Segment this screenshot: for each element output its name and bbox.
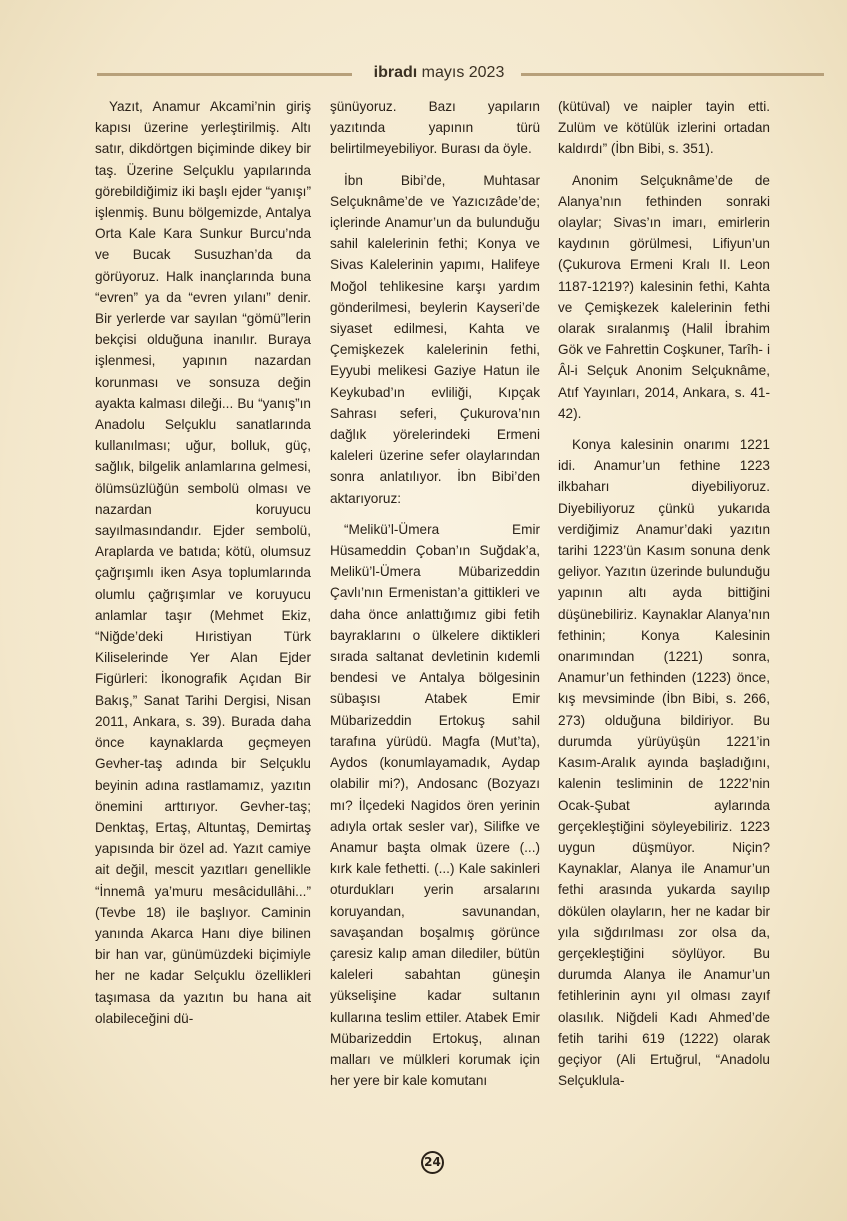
paragraph: şünüyoruz. Bazı yapıların yazıtında yapının türü belirtilmeyebiliyor. Burası da öyle. xyxy=(330,99,540,157)
header-rule-left xyxy=(97,73,352,76)
running-header xyxy=(97,62,824,86)
paragraph: (kütüval) ve naipler tayin etti. Zulüm ve kötülük izlerini ortadan kaldırdı” (İbn Bibi, s. 351). xyxy=(558,99,770,157)
issue-date: mayıs 2023 xyxy=(421,64,505,81)
quote-paragraph: “Melikü’l-Ümera Emir Hüsameddin Çoban’ın Suğdak’a, Melikü’l-Ümera Mübarizeddin Çavlı’nın Ermenistan’a gittikleri ve daha önce anlattığımız gibi fetih bayraklarını o ülkelere diktikleri sırada saltanat devletinin kıdemli bendesi ve Antalya bölgesinin sübaşısı Atabek Emir Mübarizeddin Ertokuş sahil tarafına yürüdü. Magfa (Mut’ta), Aydos (konumlayamadık, Aydap olabilir mi?), Andosanc (Bozyazı mı? İlçedeki Nagidos ören yerinin adıyla ortak sesler var), Silifke ve Anamur başta olmak üzere (...) kırk kale fethetti. (...) Kale sakinleri oturdukları yerin arsalarını koruyandan, savunandan, savaşandan boşalmış görünce çaresiz kalıp aman dilediler, bütün kaleleri sabahtan güneşin yükselişine kadar sultanın kullarına teslim ettiler. Atabek Emir Mübarizeddin Ertokuş, alınan malları ve mülkleri korumak için her yere bir kale komutanı xyxy=(330,521,540,1089)
header-title xyxy=(359,62,519,84)
column-right xyxy=(558,96,770,1091)
page-number: 24 xyxy=(421,1151,444,1174)
magazine-name: ibradı xyxy=(373,64,418,81)
column-left xyxy=(95,96,311,1029)
article-body xyxy=(0,96,847,1126)
paragraph: Konya kalesinin onarımı 1221 idi. Anamur’un fethine 1223 ilkbaharı diyebiliyoruz. Diyebiliyoruz çünkü yukarıda verdiğimiz Anamur’daki yazıtın tarihi 1223’ün Kasım sonuna denk geliyor. Yazıtın üzerinde bulunduğu yapının altı ayda bittiğini düşünebiliriz. Kaynaklar Alanya’nın fethinin; Konya Kalesinin onarımından (1221) sonra, Anamur’un fethinden (1223) önce, kış mevsiminde (İbn Bibi, s. 266, 273) olduğuna bildiriyor. Bu durumda yürüyüşün 1221’in Kasım-Aralık ayında başladığını, kalenin tesliminin de 1222’nin Ocak-Şubat aylarında gerçekleştiğini söyleyebiliriz. 1223 uygun düşmüyor. Niçin? Kaynaklar, Alanya ile Anamur’un fethi arasında yukarda sayılıp dökülen olayların, her ne kadar bir yıla sığdırılması zor olsa da, gerçekleştiğini söylüyor. Bu durumda Alanya ile Anamur’un fetihlerinin aynı yıl olması zayıf olasılık. Niğdeli Kadı Ahmed’de fetih tarihi 619 (1222) olarak geçiyor (Ali Ertuğrul, “Anadolu Selçuklula- xyxy=(558,437,770,1089)
header-rule-right xyxy=(521,73,824,76)
column-middle xyxy=(330,96,540,1091)
paragraph: Anonim Selçuknâme’de de Alanya’nın fethinden sonraki olaylar; Sivas’ın imarı, emirlerin kaydının görülmesi, Lifiyun’un (Çukurova Ermeni Kralı II. Leon 1187-1219?) kalesinin fethi, Kahta ve Çemişkezek kalelerinin fethi olarak sıralanmış (Halil İbrahim Gök ve Fahrettin Coşkuner, Tarîh- i Âl-i Selçuk Anonim Selçuknâme, Atıf Yayınları, 2014, Ankara, s. 41-42). xyxy=(558,172,770,421)
paragraph: Yazıt, Anamur Akcami’nin giriş kapısı üzerine yerleştirilmiş. Altı satır, dikdörtgen biçiminde dikey bir taş. Üzerine Selçuklu yapılarında görebildiğimiz iki başlı ejder “yanışı” işlenmiş. Bunu bölgemizde, Antalya Orta Kale Kara Sunkur Burcu’nda ve Bucak Susuzhan’da da görüyoruz. Halk inançlarında buna “evren” ya da “evren yılanı” denir. Bir yerlerde var sayılan “gömü”lerin bekçisi olduğuna inanılır. Buraya işlenmesi, yapının nazardan korunması ve sonsuza değin ayakta kalması dileği... Bu “yanış”ın Anadolu Selçuklu sanatlarında kullanılması; uğur, bolluk, güç, sağlık, bilgelik anlamlarına gelmesi, ölümsüzlüğün sembolü olması ve nazardan koruyucu sayılmasındandır. Ejder sembolü, Araplarda ve batıda; kötü, olumsuz çağrışımlı iken Asya toplumlarında olumlu çağrışımlar ve koruyucu anlamlar taşır (Mehmet Ekiz, “Niğde’deki Hıristiyan Türk Kiliselerinde Yer Alan Ejder Figürleri: İkonografik Açıdan Bir Bakış,” Sanat Tarihi Dergisi, Nisan 2011, Ankara, s. 39). Burada daha önce kaynaklarda geçmeyen Gevher-taş adında bir Selçuklu beyinin adına rastlamamız, yazıtın önemini arttırıyor. Gevher-taş; Denktaş, Ertaş, Altuntaş, Demirtaş yapısında bir özel ad. Yazıt camiye ait değil, mescit yazıtları genellikle “İnnemâ ya’muru mesâcidullâhi...” (Tevbe 18) ile başlıyor. Caminin yanında Akarca Hanı diye bilinen bir han var, günümüzdeki biçimiyle her ne kadar Selçuklu özellikleri taşımasa da yazıtın bu hana ait olabileceğini dü- xyxy=(95,99,311,1026)
paragraph: İbn Bibi’de, Muhtasar Selçuknâme’de ve Yazıcızâde’de; içlerinde Anamur’un da bulunduğu sahil kalelerinin fethi; Konya ve Sivas Kalelerinin yapımı, Halifeye Moğol tehlikesine karşı yardım gönderilmesi, beylerin Kayseri’de siyaset edilmesi, Kahta ve Çemişkezek kalelerinin fethi, Eyyubi melikesi Gaziye Hatun ile Keykubad’ın evliliği, Kıpçak Sahrası seferi, Çukurova’nın dağlık yörelerindeki Ermeni kaleleri üzerine sefer olaylarından sonra anlatılıyor. İbn Bibi’den aktarıyoruz: xyxy=(330,172,540,506)
